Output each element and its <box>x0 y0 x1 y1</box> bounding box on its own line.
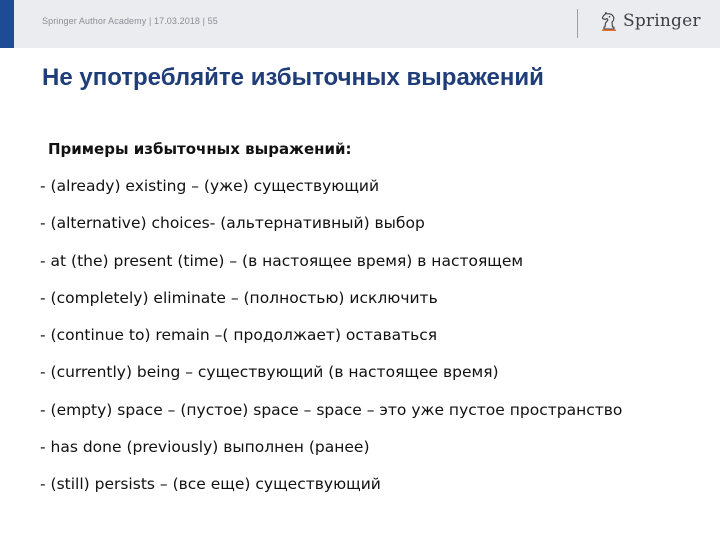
section-subtitle: Примеры избыточных выражений: <box>48 140 352 158</box>
list-item: - (alternative) choices- (альтернативный) выбор <box>40 214 425 233</box>
list-item: - at (the) present (time) – (в настоящее время) в настоящем <box>40 251 524 270</box>
header-divider <box>577 9 578 38</box>
springer-logo <box>600 11 701 31</box>
examples-list <box>40 175 622 511</box>
logo-text: Springer <box>623 11 701 31</box>
list-item: - (still) persists – (все еще) существующий <box>40 475 381 494</box>
header-band <box>0 0 720 48</box>
list-item: - has done (previously) выполнен (ранее) <box>40 438 370 457</box>
chess-knight-icon <box>600 11 618 31</box>
list-item: - (already) existing – (уже) существующий <box>40 177 380 195</box>
header-text: Springer Author Academy | 17.03.2018 | 55 <box>42 16 218 26</box>
list-item: - (currently) being – существующий (в настоящее время) <box>40 363 499 382</box>
list-item: - (continue to) remain –( продолжает) оставаться <box>40 326 438 345</box>
list-item: - (completely) eliminate – (полностью) исключить <box>40 288 438 307</box>
page-title: Не употребляйте избыточных выражений <box>42 64 544 91</box>
list-item: - (empty) space – (пустое) space – space – это уже пустое пространство <box>40 400 623 419</box>
header-accent-bar <box>0 0 14 48</box>
